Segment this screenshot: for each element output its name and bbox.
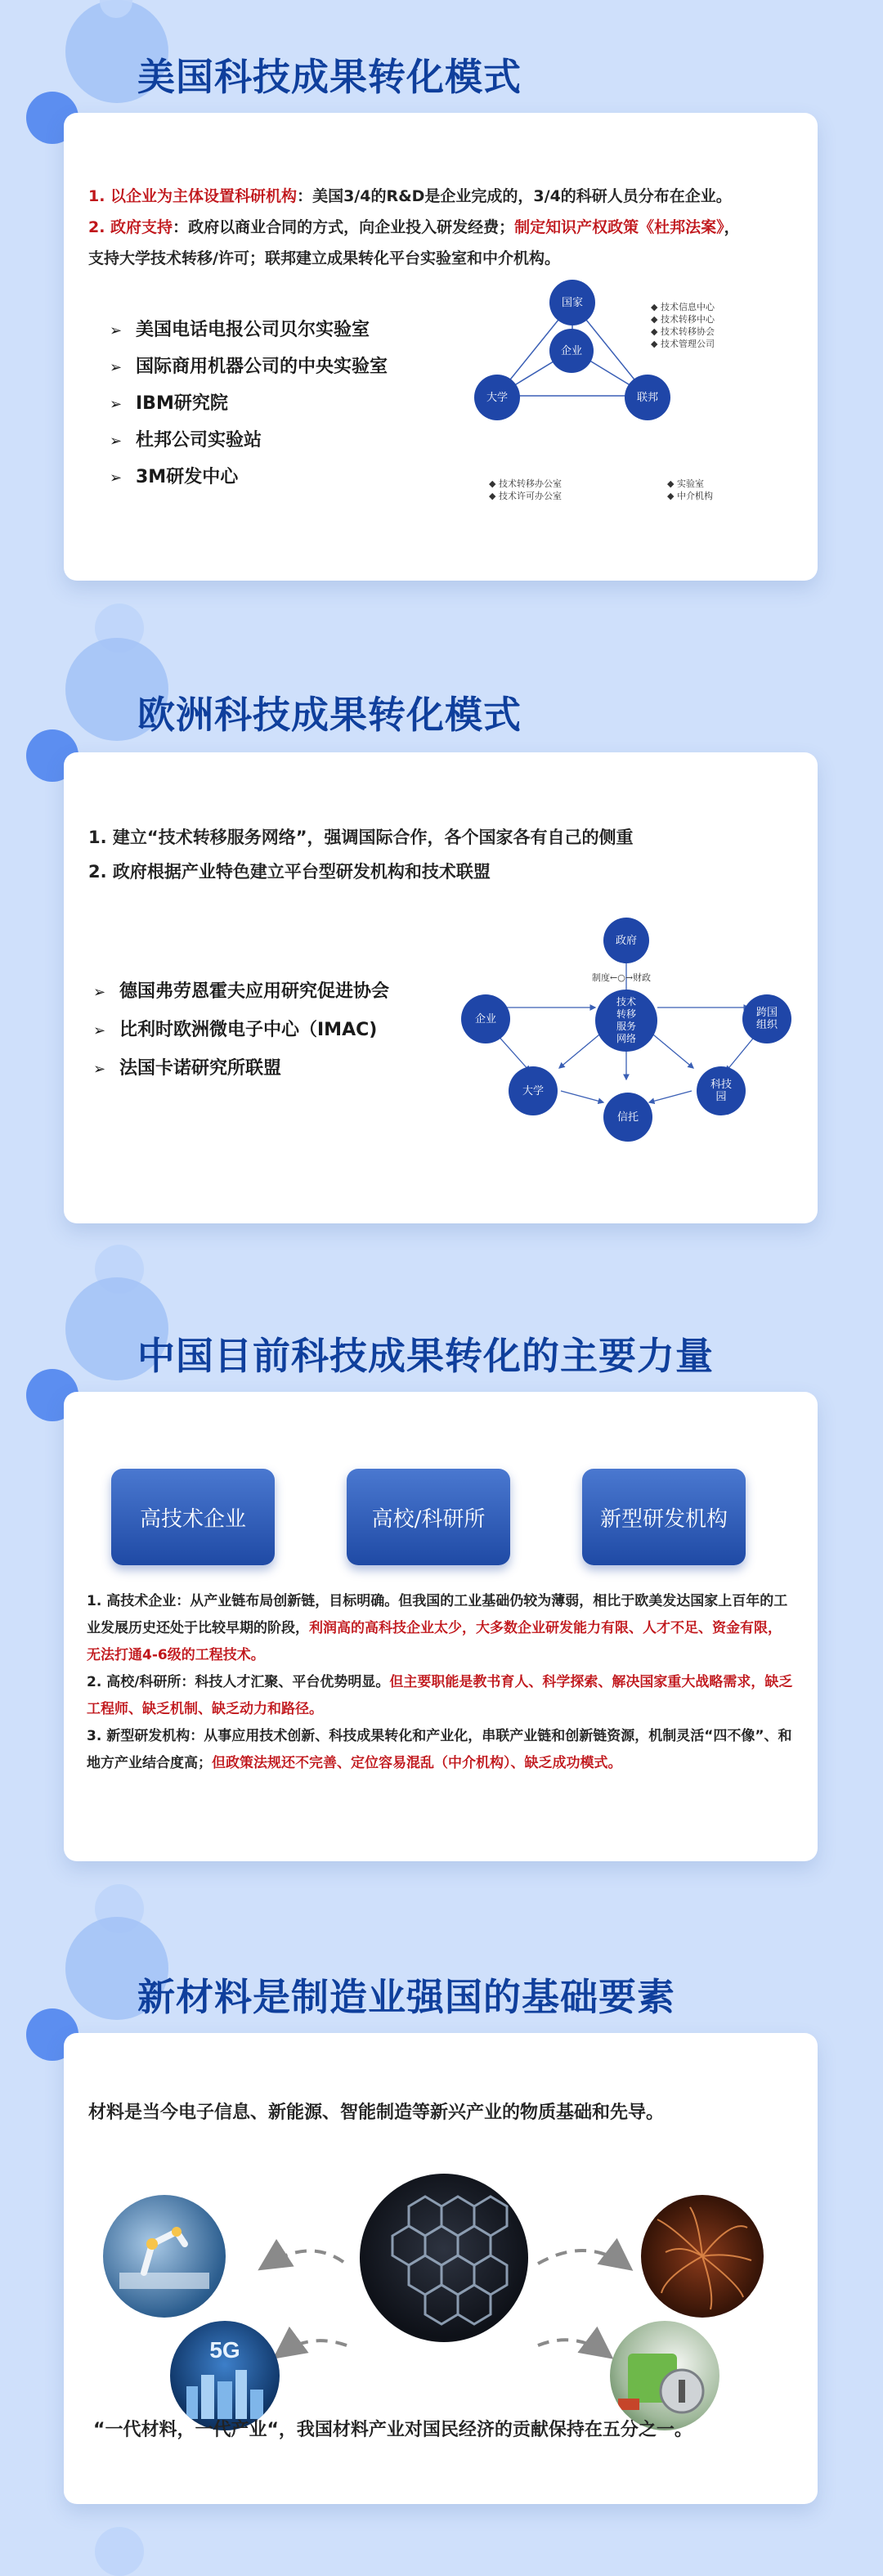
arrow-icon: ➢ bbox=[93, 1022, 106, 1039]
china-card bbox=[64, 1392, 818, 1861]
5g-city-image bbox=[170, 2321, 280, 2430]
arrow-icon: ➢ bbox=[110, 433, 123, 450]
node-university: 大学 bbox=[474, 375, 520, 420]
node-science-park: 科技 园 bbox=[697, 1066, 746, 1115]
lab-notes: ◆ 实验室 ◆ 中介机构 bbox=[667, 478, 713, 501]
list-item: ➢ 杜邦公司实验站 bbox=[110, 423, 388, 460]
policy-finance-label: 制度←○→财政 bbox=[592, 972, 652, 983]
list-item: ➢ 3M研发中心 bbox=[110, 460, 388, 496]
usa-card bbox=[64, 113, 818, 581]
node-country: 国家 bbox=[549, 280, 595, 325]
deco-circle bbox=[95, 2527, 144, 2576]
usa-point-2: 2. 政府支持：政府以商业合同的方式，向企业投入研发经费；制定知识产权政策《杜邦法案》， bbox=[88, 218, 740, 236]
europe-card bbox=[64, 752, 818, 1223]
uni-notes: ◆ 技术转移办公室 ◆ 技术许可办公室 bbox=[489, 478, 562, 501]
pill-university-institute: 高校/科研所 bbox=[347, 1469, 510, 1565]
list-item: ➢ 法国卡诺研究所联盟 bbox=[93, 1050, 389, 1088]
pill-hightech-enterprise: 高技术企业 bbox=[111, 1469, 275, 1565]
list-item: ➢ 美国电话电报公司贝尔实验室 bbox=[110, 312, 388, 349]
europe-point-2: 2. 政府根据产业特色建立平台型研发机构和技术联盟 bbox=[88, 862, 491, 882]
materials-quote: “一代材料，一代产业“，我国材料产业对国民经济的贡献保持在五分之一。 bbox=[93, 2420, 693, 2440]
list-item: ➢ IBM研究院 bbox=[110, 386, 388, 423]
materials-card bbox=[64, 2033, 818, 2504]
materials-intro: 材料是当今电子信息、新能源、智能制造等新兴产业的物质基础和先导。 bbox=[88, 2103, 665, 2123]
arrow-icon: ➢ bbox=[110, 322, 123, 339]
europe-point-1: 1. 建立“技术转移服务网络”，强调国际合作，各个国家各有自己的侧重 bbox=[88, 828, 634, 847]
copper-nanowire-image bbox=[641, 2195, 764, 2318]
pill-new-rd-institution: 新型研发机构 bbox=[582, 1469, 746, 1565]
node-enterprise: 企业 bbox=[461, 994, 510, 1043]
robotics-image bbox=[103, 2195, 226, 2318]
arrow-icon: ➢ bbox=[93, 1061, 106, 1078]
node-multinational: 跨国 组织 bbox=[742, 994, 791, 1043]
arrow-icon: ➢ bbox=[110, 359, 123, 376]
node-university: 大学 bbox=[509, 1066, 558, 1115]
battery-image bbox=[610, 2321, 719, 2430]
china-point-1: 1. 高技术企业：从产业链布局创新链，目标明确。但我国的工业基础仍较为薄弱，相比于欧美发达国家上百年的工业发展历史还处于比较早期的阶段，利润高的高科技企业太少，大多数企业研发能力有限、人才不足、资金有限，无法打通4-6级的工程技术。 bbox=[87, 1593, 788, 1663]
section-title-europe: 欧洲科技成果转化模式 bbox=[137, 693, 522, 737]
node-enterprise: 企业 bbox=[549, 329, 594, 373]
gov-notes: ◆ 技术信息中心 ◆ 技术转移中心 ◆ 技术转移协会 ◆ 技术管理公司 bbox=[651, 302, 715, 349]
china-point-2: 2. 高校/科研所：科技人才汇聚、平台优势明显。但主要职能是教书育人、科学探索、解决国家重大战略需求，缺乏工程师、缺乏机制、缺乏动力和路径。 bbox=[87, 1674, 793, 1717]
robot-arm-icon bbox=[103, 2195, 226, 2318]
usa-point-1: 1. 以企业为主体设置科研机构：美国3/4的R&D是企业完成的，3/4的科研人员分布在企业。 bbox=[88, 187, 732, 205]
section-title-usa: 美国科技成果转化模式 bbox=[137, 55, 522, 99]
section-title-materials: 新材料是制造业强国的基础要素 bbox=[137, 1975, 675, 2019]
battery-icon bbox=[610, 2321, 719, 2430]
graphene-lattice-icon bbox=[360, 2174, 528, 2342]
usa-lab-list bbox=[110, 312, 388, 496]
list-item: ➢ 国际商用机器公司的中央实验室 bbox=[110, 349, 388, 386]
fiber-icon bbox=[641, 2195, 764, 2318]
node-tech-transfer-network: 技术 转移 服务 网络 bbox=[595, 990, 657, 1052]
node-federal: 联邦 bbox=[625, 375, 670, 420]
node-government: 政府 bbox=[603, 918, 649, 963]
arrow-icon: ➢ bbox=[110, 469, 123, 487]
china-point-3: 3. 新型研发机构：从事应用技术创新、科技成果转化和产业化，串联产业链和创新链资源，机制灵活“四不像”、和地方产业结合度高；但政策法规还不完善、定位容易混乱（中介机构）、缺乏成功模式。 bbox=[87, 1728, 792, 1771]
list-item: ➢ 德国弗劳恩霍夫应用研究促进协会 bbox=[93, 973, 389, 1012]
graphene-image bbox=[360, 2174, 528, 2342]
arrow-icon: ➢ bbox=[93, 984, 106, 1001]
europe-org-list bbox=[93, 973, 389, 1088]
5g-label: 5G bbox=[209, 2337, 240, 2363]
section-title-china: 中国目前科技成果转化的主要力量 bbox=[137, 1334, 714, 1378]
list-item: ➢ 比利时欧洲微电子中心（IMAC) bbox=[93, 1012, 389, 1050]
node-trust: 信托 bbox=[603, 1093, 652, 1142]
arrow-icon: ➢ bbox=[110, 396, 123, 413]
usa-point-2-cont: 支持大学技术转移/许可；联邦建立成果转化平台实验室和中介机构。 bbox=[88, 249, 560, 267]
